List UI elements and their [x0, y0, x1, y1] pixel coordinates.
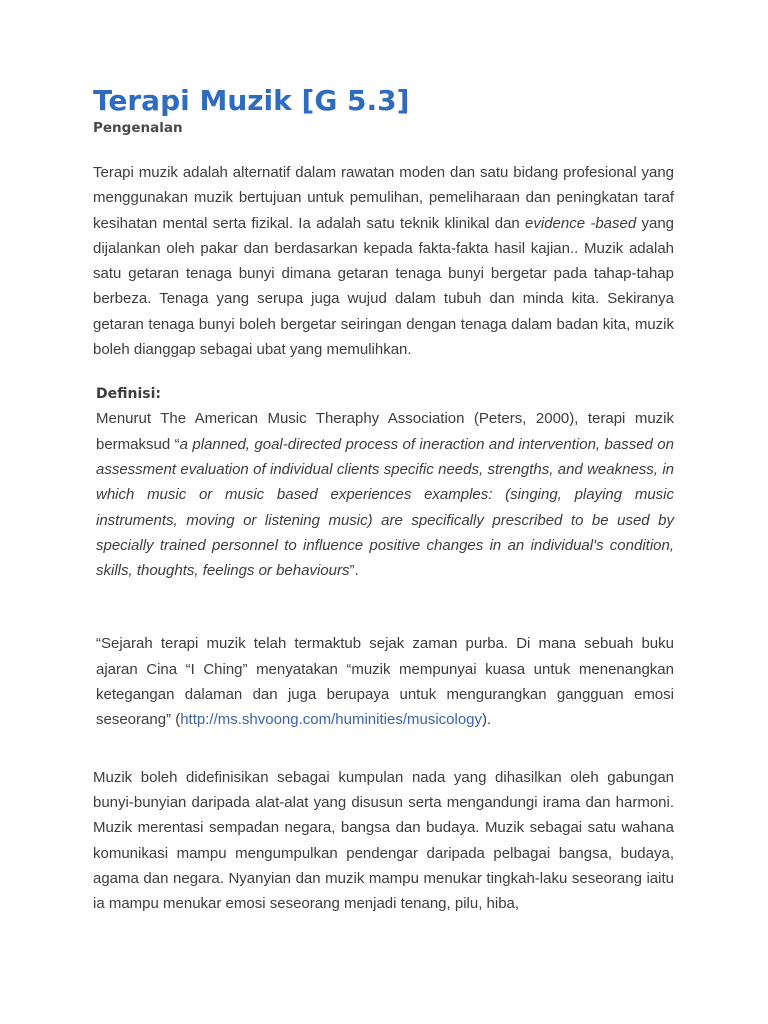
section-subtitle: Pengenalan	[93, 120, 183, 136]
music-paragraph: Muzik boleh didefinisikan sebagai kumpulan nada yang dihasilkan oleh gabungan bunyi-bunyian daripada alat-alat yang disusun serta mengandungi irama dan harmoni. Muzik merentasi sempadan negara, bangsa dan budaya. Muzik sebagai satu wahana komunikasi mampu mengumpulkan pendengar daripada pelbagai bangsa, budaya, agama dan negara. Nyanyian dan muzik mampu menukar tingkah-laku seseorang iaitu ia mampu menukar emosi seseorang menjadi tenang, pilu, hiba,	[93, 768, 674, 913]
definition-paragraph	[93, 406, 674, 583]
intro-text-end: yang dijalankan oleh pakar dan berdasarkan kepada fakta-fakta hasil kajian.. Muzik adalah satu getaran tenaga bunyi dimana getaran tenaga bunyi bergetar pada tahap-tahap berbeza. Tenaga yang serupa juga wujud dalam tubuh dan minda kita. Sekiranya getaran tenaga bunyi boleh bergetar seiringan dengan tenaga dalam badan kita, muzik boleh dianggap sebagai ubat yang memulihkan.	[93, 214, 675, 359]
definition-quote: a planned, goal-directed process of ineraction and intervention, bassed on assessment evaluation of individual clients specific needs, strengths, and weakness, in which music or music based experiences examples: (singing, playing music instruments, moving or listening music) are specifically prescribed to be used by specially trained personnel to influence positive changes in an individual's condition, skills, thoughts, feelings or behaviours	[96, 435, 674, 580]
history-text-end: ).	[482, 711, 492, 729]
intro-paragraph	[93, 160, 674, 362]
intro-text-start: Terapi muzik adalah alternatif dalam rawatan moden dan satu bidang profesional yang menggunakan muzik bertujuan untuk pemulihan, pemeliharaan dan peningkatan taraf kesihatan mental serta fizikal. Ia adalah satu teknik klinikal dan	[93, 164, 674, 232]
definition-text-end: ”.	[349, 562, 359, 580]
intro-italic-term: evidence -based	[525, 214, 637, 232]
definition-text-start: Menurut The American Music Theraphy Association (Peters, 2000), terapi muzik bermaksud “	[96, 410, 674, 453]
definition-heading: Definisi:	[96, 386, 161, 403]
history-paragraph	[93, 631, 674, 732]
history-text-start: “Sejarah terapi muzik telah termaktub sejak zaman purba. Di mana sebuah buku ajaran Cina “I Ching” menyatakan “muzik mempunyai kuasa untuk menenangkan ketegangan dalaman dan juga berupaya untuk mengurangkan gangguan emosi seseorang” (	[96, 635, 674, 729]
source-link[interactable]: http://ms.shvoong.com/huminities/musicology	[180, 711, 483, 729]
document-title: Terapi Muzik [G 5.3]	[93, 84, 410, 117]
document-page	[93, 84, 674, 916]
